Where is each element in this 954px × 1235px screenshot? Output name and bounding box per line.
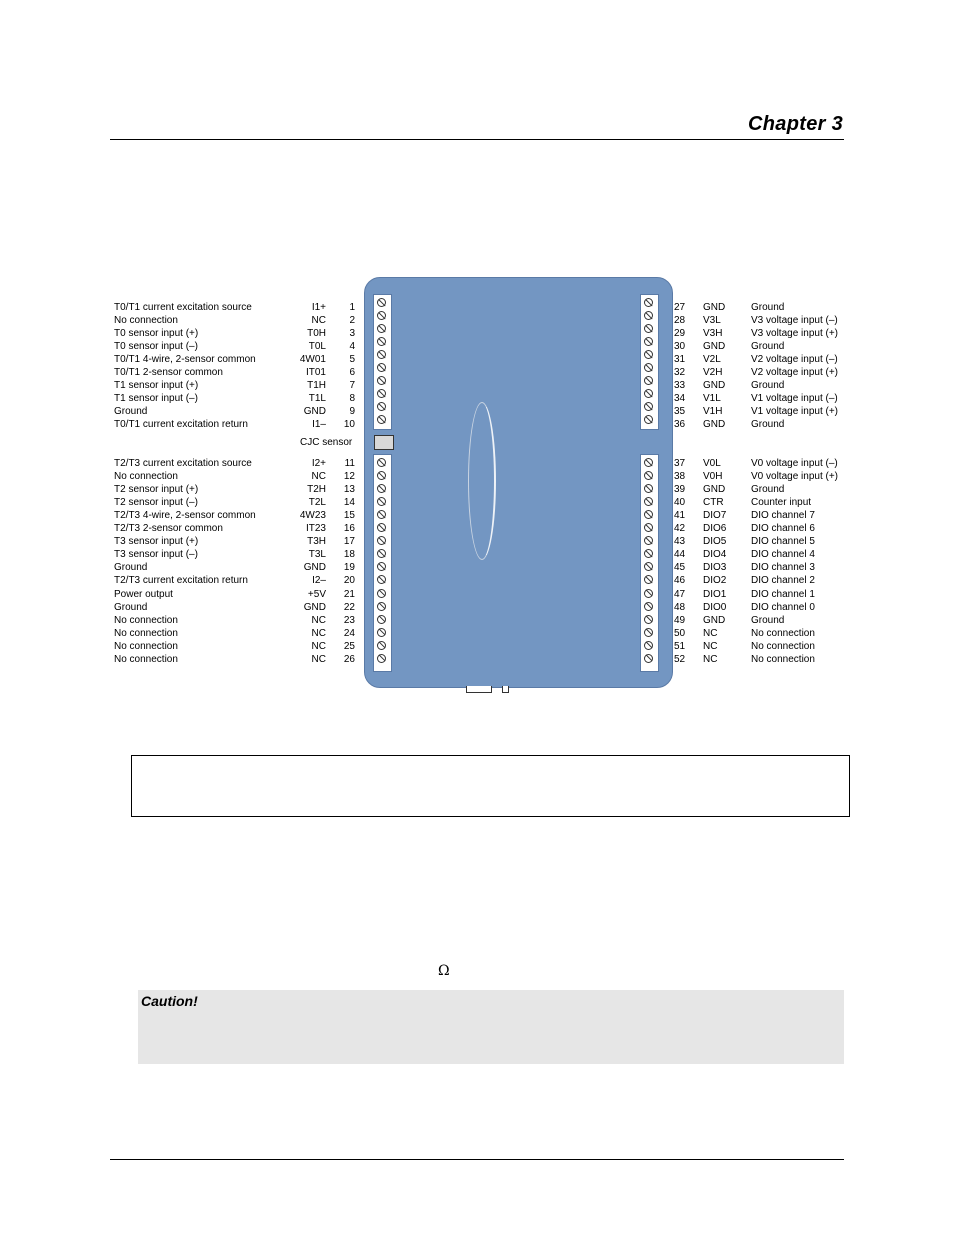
terminal-screw: [644, 615, 653, 624]
pin-desc: Power output: [114, 588, 173, 600]
pin-num: 44: [674, 549, 686, 561]
pin-num: 36: [674, 419, 686, 431]
pin-sig: GND: [703, 614, 726, 626]
pin-desc: T3 sensor input (+): [114, 536, 199, 548]
terminal-screw: [377, 350, 386, 359]
pin-num: 15: [343, 510, 355, 522]
pin-num: 24: [343, 627, 355, 639]
pin-num: 23: [343, 614, 355, 626]
terminal-screw: [644, 549, 653, 558]
pin-desc: No connection: [751, 653, 815, 665]
terminal-screw: [644, 376, 653, 385]
pin-desc: V3 voltage input (–): [751, 315, 838, 327]
pin-sig: T0L: [308, 341, 326, 353]
pin-desc: T0 sensor input (–): [114, 341, 198, 353]
terminal-screw: [644, 311, 653, 320]
pin-sig: DIO5: [703, 536, 727, 548]
pin-sig: +5V: [307, 588, 326, 600]
pin-num: 14: [343, 497, 355, 509]
pin-desc: T2/T3 current excitation return: [114, 575, 248, 587]
terminal-screw: [644, 523, 653, 532]
terminal-screw: [644, 484, 653, 493]
pin-sig: DIO3: [703, 562, 727, 574]
pin-desc: No connection: [114, 640, 178, 652]
terminal-screw: [377, 484, 386, 493]
pin-sig: V2H: [703, 367, 723, 379]
pin-desc: T2 sensor input (+): [114, 484, 199, 496]
pin-num: 47: [674, 588, 686, 600]
note-box: [131, 755, 850, 817]
pin-desc: Ground: [751, 302, 785, 313]
pin-num: 29: [674, 328, 686, 340]
pin-desc: DIO channel 7: [751, 510, 815, 522]
pin-sig: DIO7: [703, 510, 727, 522]
pin-sig: DIO4: [703, 549, 727, 561]
pin-desc: T0 sensor input (+): [114, 328, 199, 340]
pin-desc: V0 voltage input (+): [751, 471, 838, 483]
pin-sig: 4W23: [299, 510, 326, 522]
pin-sig: NC: [311, 315, 326, 327]
pin-num: 2: [349, 315, 355, 327]
pin-num: 32: [674, 367, 686, 379]
pin-num: 20: [343, 575, 355, 587]
terminal-screw: [377, 402, 386, 411]
terminal-screw: [377, 376, 386, 385]
pin-num: 4: [349, 341, 355, 353]
terminal-screw: [377, 536, 386, 545]
pin-num: 50: [674, 627, 686, 639]
terminal-screw: [644, 389, 653, 398]
pin-num: 8: [349, 393, 355, 405]
terminal-screw: [377, 641, 386, 650]
terminal-block-right-top: [640, 294, 659, 430]
pin-num: 12: [343, 471, 355, 483]
pin-sig: T2H: [307, 484, 326, 496]
pin-num: 39: [674, 484, 686, 496]
pin-num: 6: [349, 367, 355, 379]
pin-desc: DIO channel 3: [751, 562, 815, 574]
terminal-block-left-bottom: [373, 454, 392, 672]
pin-desc: Ground: [751, 419, 785, 431]
pin-sig: T2L: [308, 497, 326, 509]
pin-desc: Ground: [751, 614, 785, 626]
pin-num: 41: [674, 510, 686, 522]
terminal-screw: [377, 549, 386, 558]
pin-desc: V1 voltage input (–): [751, 393, 838, 405]
cjc-sensor-label: CJC sensor: [300, 437, 353, 448]
terminal-screw: [644, 471, 653, 480]
pin-sig: GND: [303, 601, 326, 613]
terminal-screw: [377, 575, 386, 584]
pin-desc: DIO channel 1: [751, 588, 815, 600]
footer-rule: [110, 1159, 844, 1160]
pin-sig: I2–: [312, 575, 326, 587]
pin-num: 30: [674, 341, 686, 353]
pin-num: 18: [343, 549, 355, 561]
terminal-screw: [377, 523, 386, 532]
pin-num: 10: [343, 419, 355, 431]
chapter-heading: Chapter 3: [748, 113, 843, 135]
cjc-sensor: [374, 435, 394, 450]
terminal-screw: [644, 628, 653, 637]
terminal-screw: [377, 311, 386, 320]
pin-desc: T2/T3 2-sensor common: [114, 523, 223, 535]
terminal-screw: [377, 628, 386, 637]
terminal-screw: [644, 562, 653, 571]
pin-desc: T0/T1 current excitation return: [114, 419, 248, 431]
terminal-screw: [377, 298, 386, 307]
pin-desc: DIO channel 6: [751, 523, 815, 535]
terminal-screw: [644, 458, 653, 467]
pin-desc: T2 sensor input (–): [114, 497, 198, 509]
terminal-screw: [644, 497, 653, 506]
terminal-screw: [377, 458, 386, 467]
pin-sig: NC: [311, 471, 326, 483]
terminal-screw: [377, 363, 386, 372]
terminal-screw: [644, 536, 653, 545]
header-rule: [110, 139, 844, 140]
pin-num: 49: [674, 614, 686, 626]
pin-num: 19: [343, 562, 355, 574]
pin-desc: T2/T3 current excitation source: [114, 458, 252, 469]
pin-num: 26: [343, 653, 355, 665]
pin-num: 42: [674, 523, 686, 535]
pin-num: 34: [674, 393, 686, 405]
pin-sig: V1H: [703, 406, 723, 418]
pin-num: 13: [343, 484, 355, 496]
pin-sig: I1–: [312, 419, 326, 431]
pin-desc: No connection: [114, 614, 178, 626]
pin-num: 33: [674, 380, 686, 392]
pin-num: 25: [343, 640, 355, 652]
pin-num: 46: [674, 575, 686, 587]
terminal-screw: [644, 510, 653, 519]
pin-desc: Counter input: [751, 497, 812, 509]
terminal-screw: [377, 602, 386, 611]
pin-sig: DIO0: [703, 601, 727, 613]
terminal-screw: [644, 654, 653, 663]
pin-num: 51: [674, 640, 686, 652]
pin-sig: T3H: [307, 536, 326, 548]
terminal-screw: [644, 337, 653, 346]
terminal-screw: [377, 471, 386, 480]
terminal-screw: [377, 654, 386, 663]
pin-num: 28: [674, 315, 686, 327]
pin-desc: Ground: [114, 562, 148, 574]
caution-box: [138, 990, 844, 1064]
pin-num: 16: [343, 523, 355, 535]
terminal-screw: [377, 324, 386, 333]
pin-desc: Ground: [114, 406, 148, 418]
pin-num: 31: [674, 354, 686, 366]
pin-sig: GND: [703, 484, 726, 496]
pin-num: 27: [674, 302, 686, 313]
pin-sig: V0L: [703, 458, 721, 469]
pin-sig: V3L: [703, 315, 721, 327]
terminal-block-right-bottom: [640, 454, 659, 672]
terminal-screw: [644, 589, 653, 598]
pin-num: 52: [674, 653, 686, 665]
terminal-screw: [377, 497, 386, 506]
terminal-screw: [377, 337, 386, 346]
pin-num: 37: [674, 458, 686, 469]
pin-desc: V1 voltage input (+): [751, 406, 838, 418]
pin-desc: T0/T1 current excitation source: [114, 302, 252, 313]
pin-num: 7: [349, 380, 355, 392]
pin-num: 1: [349, 302, 355, 313]
led-connector: [502, 686, 509, 693]
pin-desc: V2 voltage input (–): [751, 354, 838, 366]
pin-desc: DIO channel 2: [751, 575, 815, 587]
terminal-screw: [644, 363, 653, 372]
pin-desc: V0 voltage input (–): [751, 458, 838, 469]
pin-sig: GND: [703, 302, 726, 313]
pin-num: 45: [674, 562, 686, 574]
pin-desc: T2/T3 4-wire, 2-sensor common: [114, 510, 256, 522]
caution-title: Caution!: [141, 993, 198, 1009]
pin-desc: V3 voltage input (+): [751, 328, 838, 340]
pin-num: 21: [343, 588, 355, 600]
pin-desc: No connection: [114, 653, 178, 665]
pin-desc: DIO channel 5: [751, 536, 815, 548]
pin-num: 22: [343, 601, 355, 613]
terminal-screw: [644, 298, 653, 307]
pin-num: 43: [674, 536, 686, 548]
terminal-screw: [377, 562, 386, 571]
terminal-screw: [644, 415, 653, 424]
pin-sig: V3H: [703, 328, 723, 340]
terminal-screw: [644, 575, 653, 584]
pin-sig: NC: [703, 653, 718, 665]
pin-desc: No connection: [114, 471, 178, 483]
pin-sig: GND: [703, 380, 726, 392]
pin-desc: Ground: [751, 341, 785, 353]
pin-sig: NC: [311, 614, 326, 626]
pin-num: 40: [674, 497, 686, 509]
pin-desc: No connection: [751, 640, 815, 652]
pin-sig: I2+: [311, 458, 326, 469]
pin-num: 9: [349, 406, 355, 418]
pin-sig: DIO2: [703, 575, 727, 587]
omega-symbol: Ω: [438, 963, 450, 979]
pin-sig: GND: [303, 562, 326, 574]
pin-sig: NC: [311, 640, 326, 652]
pin-desc: DIO channel 0: [751, 601, 815, 613]
pin-num: 48: [674, 601, 686, 613]
pin-sig: DIO6: [703, 523, 727, 535]
device-body: [364, 277, 673, 688]
pin-sig: NC: [703, 627, 718, 639]
pin-desc: T1 sensor input (+): [114, 380, 199, 392]
pin-sig: I1+: [311, 302, 326, 313]
pin-desc: T0/T1 4-wire, 2-sensor common: [114, 354, 256, 366]
terminal-screw: [377, 389, 386, 398]
pin-sig: NC: [703, 640, 718, 652]
pin-desc: T1 sensor input (–): [114, 393, 198, 405]
terminal-screw: [377, 589, 386, 598]
pin-desc: Ground: [751, 484, 785, 496]
pin-num: 35: [674, 406, 686, 418]
pin-sig: IT01: [305, 367, 326, 379]
pin-desc: T3 sensor input (–): [114, 549, 198, 561]
terminal-screw: [377, 510, 386, 519]
pin-sig: V1L: [703, 393, 721, 405]
terminal-screw: [644, 350, 653, 359]
pin-num: 11: [344, 458, 355, 469]
terminal-screw: [644, 641, 653, 650]
device-oval-window: [468, 402, 496, 560]
terminal-screw: [377, 415, 386, 424]
pin-desc: Ground: [114, 601, 148, 613]
pin-sig: NC: [311, 653, 326, 665]
pin-sig: V2L: [703, 354, 721, 366]
terminal-screw: [644, 602, 653, 611]
terminal-block-left-top: [373, 294, 392, 430]
pin-sig: T1L: [308, 393, 326, 405]
pin-desc: V2 voltage input (+): [751, 367, 838, 379]
pin-desc: T0/T1 2-sensor common: [114, 367, 223, 379]
pin-sig: GND: [303, 406, 326, 418]
pin-desc: No connection: [114, 315, 178, 327]
pin-num: 17: [343, 536, 355, 548]
pin-sig: NC: [311, 627, 326, 639]
terminal-screw: [644, 402, 653, 411]
pin-sig: T1H: [307, 380, 326, 392]
pin-desc: DIO channel 4: [751, 549, 815, 561]
pin-num: 5: [349, 354, 355, 366]
pin-sig: GND: [703, 341, 726, 353]
pin-sig: T0H: [307, 328, 326, 340]
pin-sig: IT23: [305, 523, 326, 535]
pin-sig: CTR: [703, 497, 724, 509]
pin-sig: T3L: [308, 549, 326, 561]
pin-sig: V0H: [703, 471, 723, 483]
pin-num: 3: [349, 328, 355, 340]
pin-desc: No connection: [114, 627, 178, 639]
pin-sig: 4W01: [299, 354, 326, 366]
pin-sig: GND: [703, 419, 726, 431]
terminal-screw: [377, 615, 386, 624]
terminal-screw: [644, 324, 653, 333]
usb-connector: [466, 686, 492, 693]
pin-num: 38: [674, 471, 686, 483]
pin-desc: No connection: [751, 627, 815, 639]
pin-sig: DIO1: [703, 588, 727, 600]
pin-desc: Ground: [751, 380, 785, 392]
